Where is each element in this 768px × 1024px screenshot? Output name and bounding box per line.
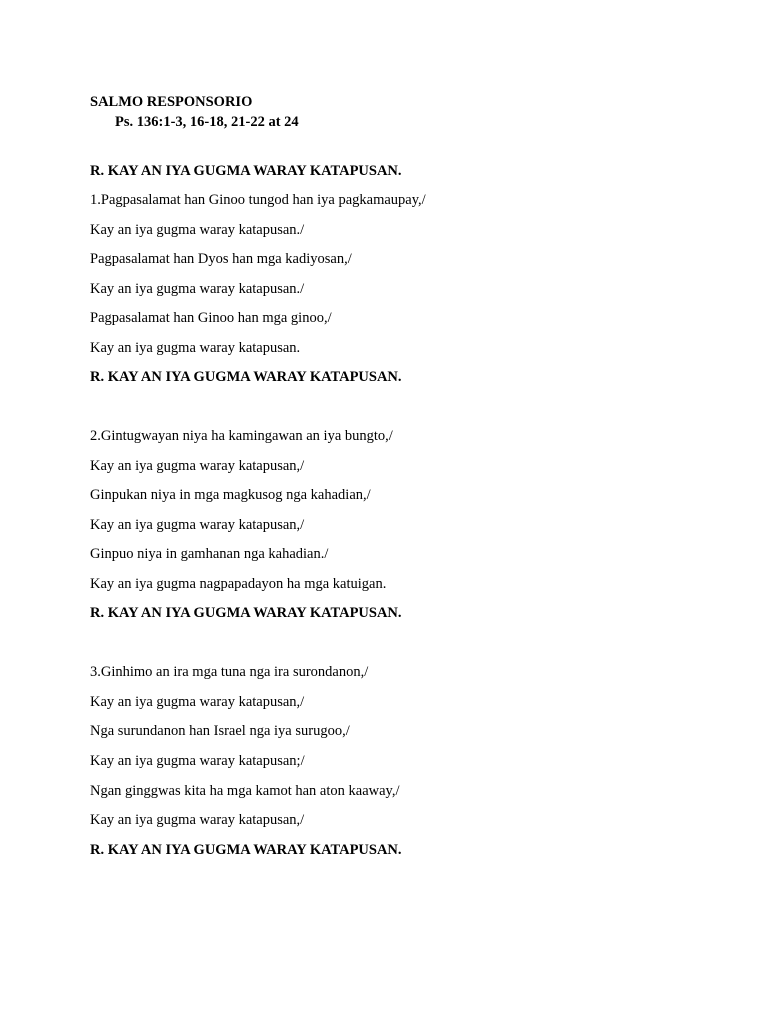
stanza-3-line-4: Kay an iya gugma waray katapusan;/ — [90, 753, 305, 769]
stanza-1-line-6: Kay an iya gugma waray katapusan. — [90, 340, 301, 356]
stanza-3-line-6: Kay an iya gugma waray katapusan,/ — [90, 812, 305, 828]
stanza-2-line-3: Ginpukan niya in mga magkusog nga kahadian,/ — [90, 487, 371, 503]
stanza-3-response: R. KAY AN IYA GUGMA WARAY KATAPUSAN. — [90, 842, 402, 858]
stanza-2-line-5: Ginpuo niya in gamhanan nga kahadian./ — [90, 546, 329, 562]
stanza-2-line-1: 2.Gintugwayan niya ha kamingawan an iya bungto,/ — [90, 428, 393, 444]
stanza-2-line-6: Kay an iya gugma nagpapadayon ha mga katuigan. — [90, 576, 387, 592]
stanza-2-line-4: Kay an iya gugma waray katapusan,/ — [90, 517, 305, 533]
psalm-reference: Ps. 136:1-3, 16-18, 21-22 at 24 — [115, 114, 299, 130]
stanza-1-line-1: 1.Pagpasalamat han Ginoo tungod han iya pagkamaupay,/ — [90, 192, 426, 208]
stanza-3-line-5: Ngan ginggwas kita ha mga kamot han aton kaaway,/ — [90, 783, 400, 799]
stanza-2-response: R. KAY AN IYA GUGMA WARAY KATAPUSAN. — [90, 605, 402, 621]
stanza-1-response: R. KAY AN IYA GUGMA WARAY KATAPUSAN. — [90, 369, 402, 385]
stanza-3-line-1: 3.Ginhimo an ira mga tuna nga ira surondanon,/ — [90, 664, 369, 680]
stanza-1-line-4: Kay an iya gugma waray katapusan./ — [90, 281, 305, 297]
psalm-title: SALMO RESPONSORIO — [90, 94, 253, 110]
stanza-2-line-2: Kay an iya gugma waray katapusan,/ — [90, 458, 305, 474]
main-response: R. KAY AN IYA GUGMA WARAY KATAPUSAN. — [90, 163, 402, 179]
stanza-1-line-3: Pagpasalamat han Dyos han mga kadiyosan,/ — [90, 251, 352, 267]
stanza-1-line-5: Pagpasalamat han Ginoo han mga ginoo,/ — [90, 310, 332, 326]
stanza-3-line-3: Nga surundanon han Israel nga iya surugoo,/ — [90, 723, 350, 739]
stanza-1-line-2: Kay an iya gugma waray katapusan./ — [90, 222, 305, 238]
stanza-3-line-2: Kay an iya gugma waray katapusan,/ — [90, 694, 305, 710]
